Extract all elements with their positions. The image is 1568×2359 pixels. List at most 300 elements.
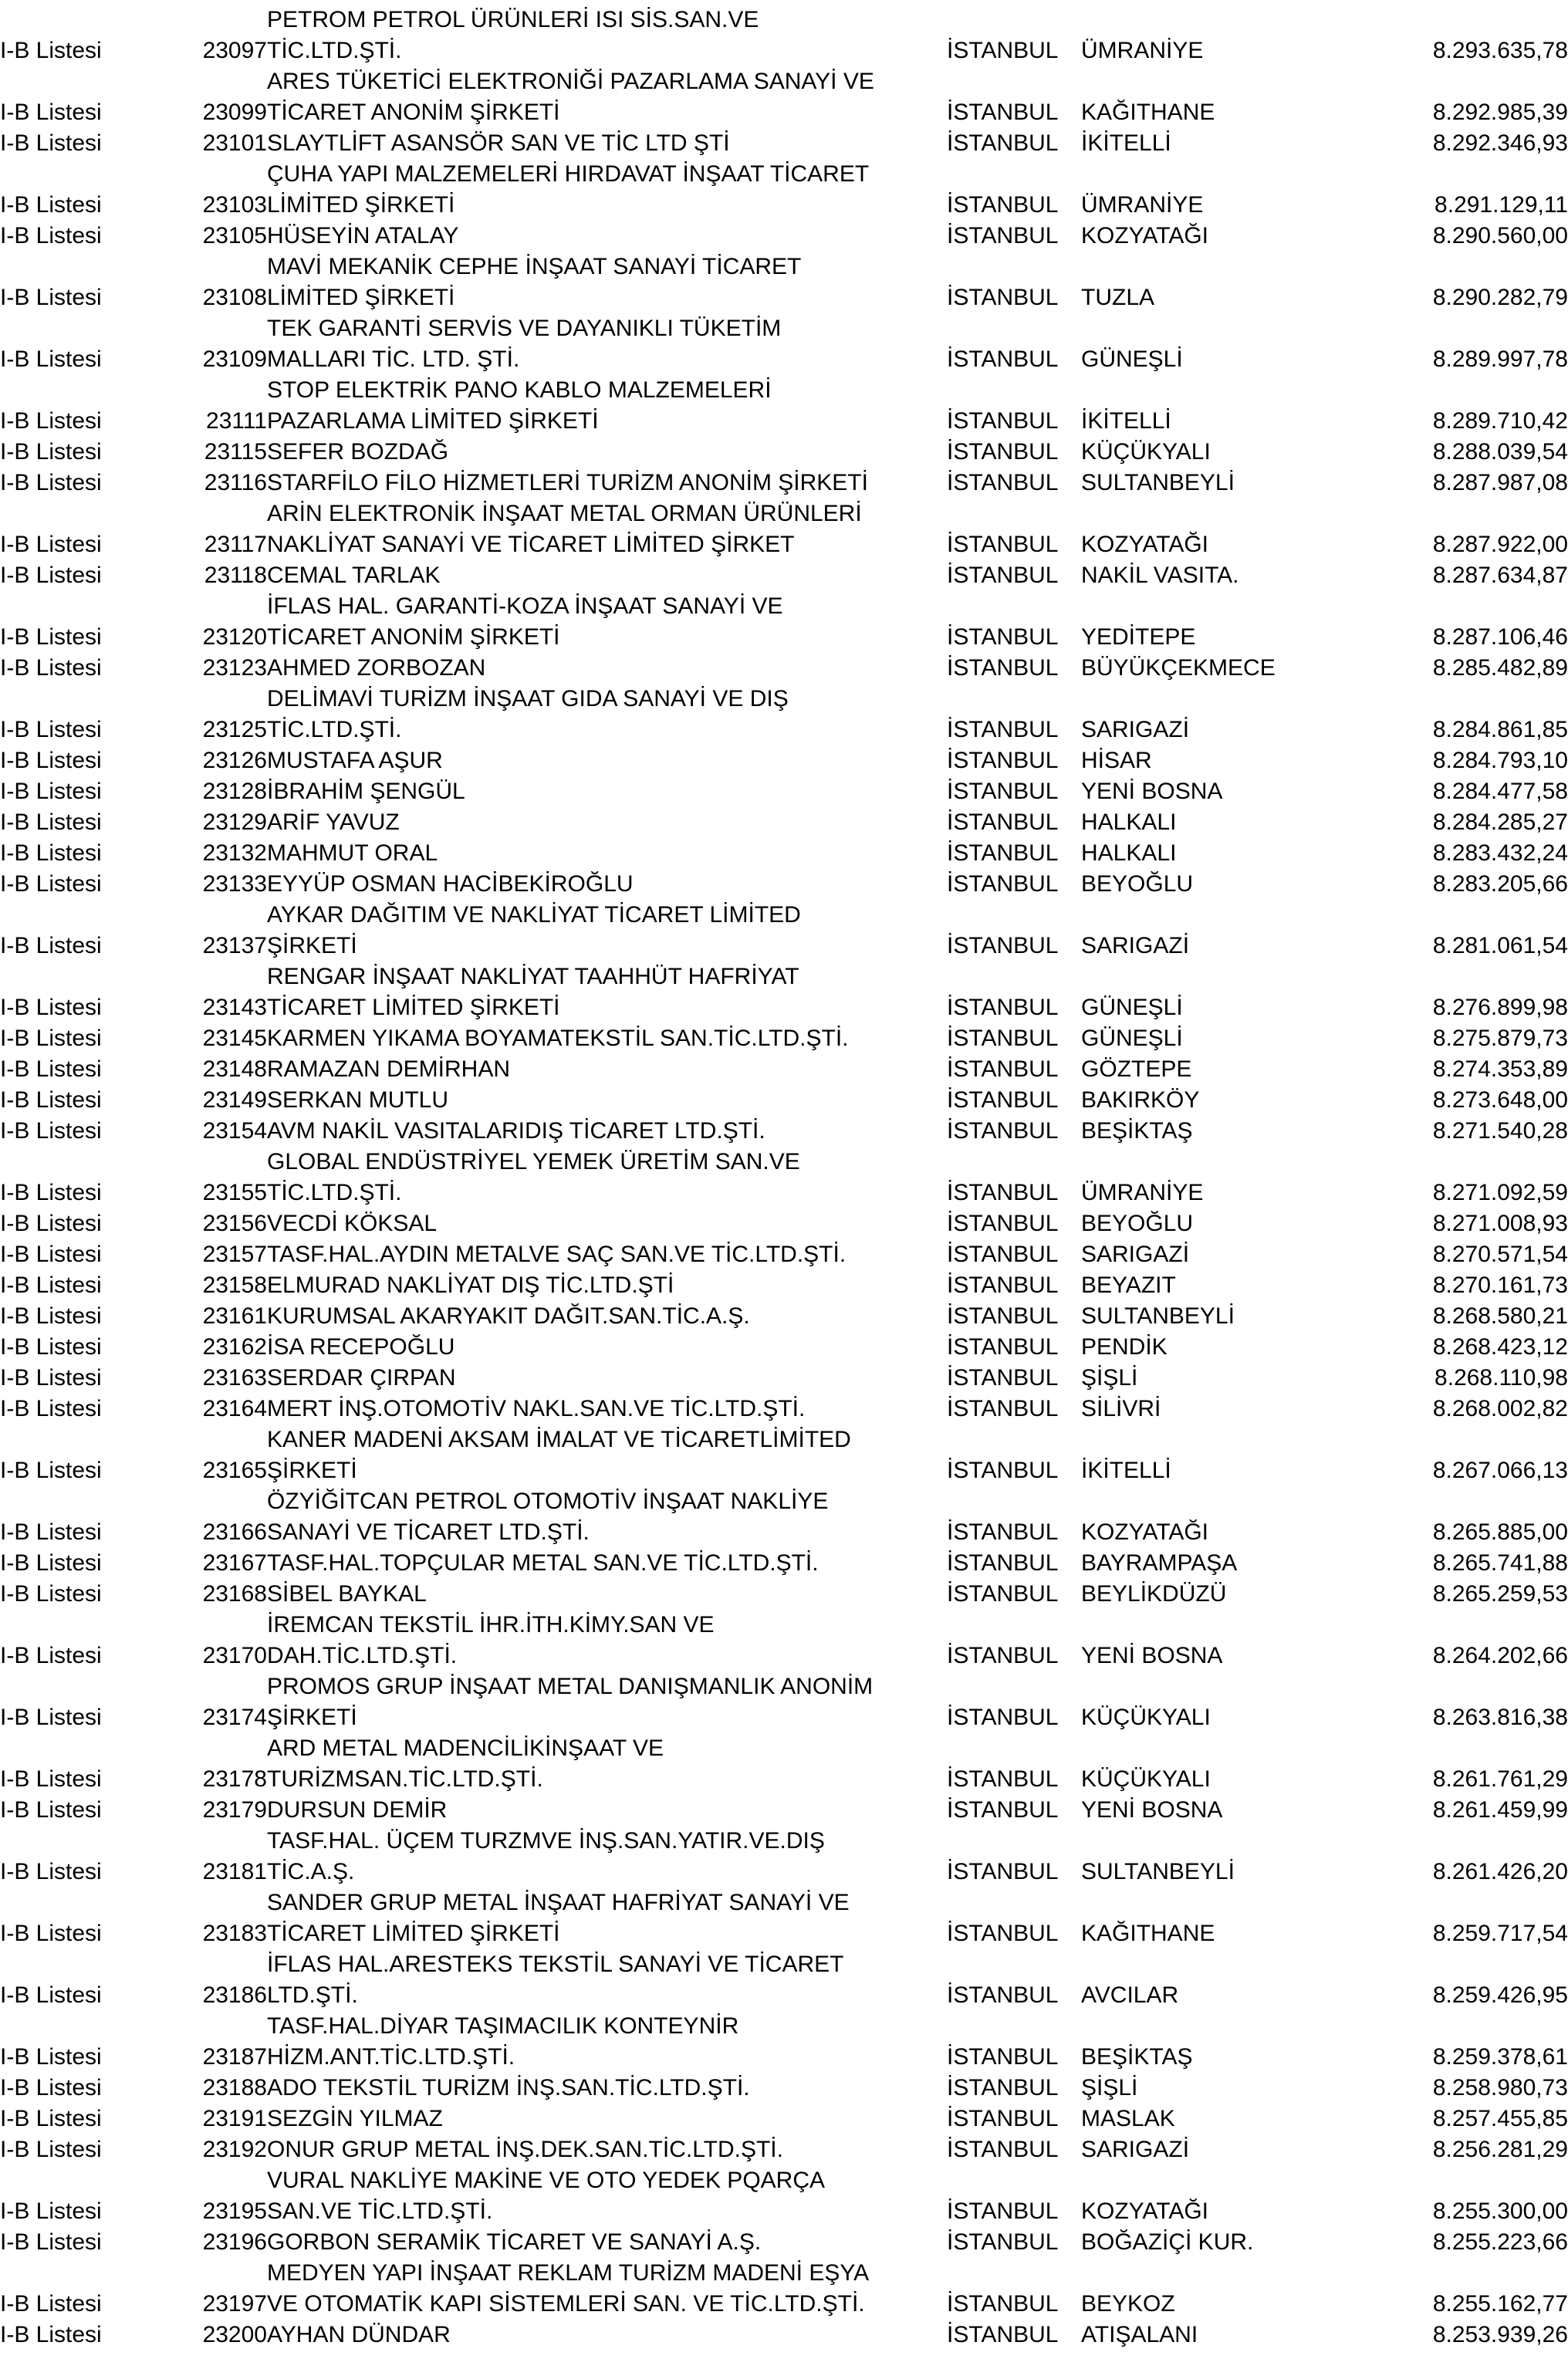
name-line: MUSTAFA AŞUR (267, 748, 443, 773)
city-cell: İSTANBUL (947, 532, 1059, 557)
name-line: MAHMUT ORAL (267, 840, 438, 866)
name-line: ARİN ELEKTRONİK İNŞAAT METAL ORMAN ÜRÜNLERİ (267, 501, 862, 526)
name-cell (267, 1023, 947, 1054)
name-cell (267, 591, 947, 653)
row-number-cell: 23123 (202, 655, 267, 681)
district-cell: BEYOĞLU (1081, 1211, 1194, 1236)
city-cell: İSTANBUL (947, 100, 1059, 125)
name-line: MALLARI TİC. LTD. ŞTİ. (267, 346, 520, 372)
table-row (0, 560, 1568, 591)
name-cell (267, 1579, 947, 1610)
row-number-cell: 23111 (206, 408, 267, 434)
list-type-cell: I-B Listesi (0, 1303, 102, 1329)
table-row (0, 1486, 1568, 1548)
name-line: İFLAS HAL.ARESTEKS TEKSTİL SANAYİ VE TİCARET (267, 1952, 844, 1977)
name-line: TİCARET ANONİM ŞİRKETİ (267, 624, 560, 650)
name-line: CEMAL TARLAK (267, 563, 441, 588)
city-cell: İSTANBUL (947, 1211, 1059, 1236)
amount-cell: 8.255.162,77 (1432, 2291, 1568, 2317)
amount-cell: 8.292.985,39 (1432, 100, 1568, 125)
table-row (0, 1208, 1568, 1239)
list-type-cell: I-B Listesi (0, 100, 102, 125)
amount-cell: 8.268.580,21 (1432, 1303, 1568, 1329)
name-cell (267, 1270, 947, 1301)
city-cell: İSTANBUL (947, 192, 1059, 218)
city-cell: İSTANBUL (947, 871, 1059, 897)
city-cell: İSTANBUL (947, 223, 1059, 248)
city-cell: İSTANBUL (947, 2044, 1059, 2070)
amount-cell: 8.259.378,61 (1432, 2044, 1568, 2070)
city-cell: İSTANBUL (947, 1396, 1059, 1421)
table-row (0, 437, 1568, 468)
name-cell (267, 1301, 947, 1332)
name-line: EYYÜP OSMAN HACİBEKİROĞLU (267, 871, 634, 897)
table-row (0, 221, 1568, 252)
name-cell (267, 1239, 947, 1270)
row-number-cell: 23132 (202, 840, 267, 866)
district-cell: GÜNEŞLİ (1081, 346, 1183, 372)
name-line: ŞİRKETİ (267, 1705, 357, 1730)
city-cell: İSTANBUL (947, 2322, 1059, 2347)
table-row (0, 776, 1568, 807)
row-number-cell: 23158 (202, 1272, 267, 1298)
city-cell: İSTANBUL (947, 1180, 1059, 1205)
name-line: LİMİTED ŞİRKETİ (267, 192, 455, 218)
list-type-cell: I-B Listesi (0, 38, 102, 63)
list-type-cell: I-B Listesi (0, 1334, 102, 1360)
city-cell: İSTANBUL (947, 2106, 1059, 2131)
name-line: SEZGİN YILMAZ (267, 2106, 443, 2131)
name-cell (267, 221, 947, 252)
table-row (0, 1301, 1568, 1332)
row-number-cell: 23181 (202, 1859, 267, 1884)
row-number-cell: 23103 (202, 192, 267, 218)
list-type-cell: I-B Listesi (0, 2075, 102, 2100)
table-row (0, 1548, 1568, 1579)
table-row (0, 653, 1568, 684)
name-cell (267, 1147, 947, 1208)
name-line: KANER MADENİ AKSAM İMALAT VE TİCARETLİMİTED (267, 1427, 851, 1452)
name-line: DURSUN DEMİR (267, 1797, 448, 1823)
amount-cell: 8.273.648,00 (1432, 1087, 1568, 1113)
name-cell (267, 2258, 947, 2320)
name-cell (267, 900, 947, 962)
row-number-cell: 23162 (202, 1334, 267, 1360)
name-line: SAN.VE TİC.LTD.ŞTİ. (267, 2198, 493, 2224)
amount-cell: 8.271.540,28 (1432, 1118, 1568, 1144)
row-number-cell: 23097 (202, 38, 267, 63)
table-row (0, 1949, 1568, 2011)
district-cell: HİSAR (1081, 748, 1152, 773)
amount-cell: 8.255.300,00 (1432, 2198, 1568, 2224)
list-type-cell: I-B Listesi (0, 130, 102, 156)
name-line: KARMEN YIKAMA BOYAMATEKSTİL SAN.TİC.LTD.ŞTİ. (267, 1026, 849, 1051)
city-cell: İSTANBUL (947, 2137, 1059, 2162)
name-line: TASF.HAL.AYDIN METALVE SAÇ SAN.VE TİC.LTD.ŞTİ. (267, 1242, 847, 1267)
name-cell (267, 560, 947, 591)
list-type-cell: I-B Listesi (0, 1581, 102, 1607)
row-number-cell: 23120 (202, 624, 267, 650)
row-number-cell: 23143 (202, 995, 267, 1020)
table-row (0, 2227, 1568, 2258)
table-row (0, 1425, 1568, 1486)
name-line: ELMURAD NAKLİYAT DIŞ TİC.LTD.ŞTİ (267, 1272, 674, 1298)
table-row (0, 1579, 1568, 1610)
name-line: SLAYTLİFT ASANSÖR SAN VE TİC LTD ŞTİ (267, 130, 730, 156)
name-cell (267, 1425, 947, 1486)
table-row (0, 1733, 1568, 1795)
district-cell: BEŞİKTAŞ (1081, 2044, 1193, 2070)
name-line: KURUMSAL AKARYAKIT DAĞIT.SAN.TİC.A.Ş. (267, 1303, 750, 1329)
amount-cell: 8.274.353,89 (1432, 1056, 1568, 1082)
name-cell (267, 468, 947, 498)
list-type-cell: I-B Listesi (0, 840, 102, 866)
district-cell: SULTANBEYLİ (1081, 1859, 1235, 1884)
amount-cell: 8.257.455,85 (1432, 2106, 1568, 2131)
row-number-cell: 23161 (202, 1303, 267, 1329)
city-cell: İSTANBUL (947, 1242, 1059, 1267)
list-type-cell: I-B Listesi (0, 2137, 102, 2162)
name-line: TİCARET ANONİM ŞİRKETİ (267, 100, 560, 125)
table-row (0, 1116, 1568, 1147)
list-type-cell: I-B Listesi (0, 624, 102, 650)
city-cell: İSTANBUL (947, 1921, 1059, 1946)
row-number-cell: 23200 (202, 2322, 267, 2347)
table-row (0, 1394, 1568, 1425)
table-row (0, 468, 1568, 498)
row-number-cell: 23156 (202, 1211, 267, 1236)
name-line: VURAL NAKLİYE MAKİNE VE OTO YEDEK PQARÇA (267, 2168, 826, 2193)
table-row (0, 1270, 1568, 1301)
name-cell (267, 437, 947, 468)
list-type-cell: I-B Listesi (0, 1242, 102, 1267)
name-line: ARİF YAVUZ (267, 809, 400, 835)
row-number-cell: 23191 (202, 2106, 267, 2131)
row-number-cell: 23148 (202, 1056, 267, 1082)
city-cell: İSTANBUL (947, 809, 1059, 835)
name-line: PETROM PETROL ÜRÜNLERİ ISI SİS.SAN.VE (267, 7, 759, 32)
table-body (0, 5, 1568, 2351)
list-type-cell: I-B Listesi (0, 192, 102, 218)
list-type-cell: I-B Listesi (0, 2198, 102, 2224)
amount-cell: 8.265.885,00 (1432, 1519, 1568, 1545)
name-line: TURİZMSAN.TİC.LTD.ŞTİ. (267, 1766, 543, 1792)
table-row (0, 5, 1568, 66)
name-line: AHMED ZORBOZAN (267, 655, 486, 681)
city-cell: İSTANBUL (947, 1272, 1059, 1298)
amount-cell: 8.268.423,12 (1432, 1334, 1568, 1360)
district-cell: KÜÇÜKYALI (1081, 1705, 1211, 1730)
amount-cell: 8.268.002,82 (1432, 1396, 1568, 1421)
name-cell (267, 1610, 947, 1671)
district-cell: YEDİTEPE (1081, 624, 1196, 650)
list-type-cell: I-B Listesi (0, 1211, 102, 1236)
list-type-cell: I-B Listesi (0, 563, 102, 588)
name-line: HİZM.ANT.TİC.LTD.ŞTİ. (267, 2044, 515, 2070)
name-cell (267, 1826, 947, 1888)
name-cell (267, 745, 947, 776)
name-line: VECDİ KÖKSAL (267, 1211, 438, 1236)
district-cell: ÜMRANİYE (1081, 192, 1204, 218)
list-type-cell: I-B Listesi (0, 871, 102, 897)
name-line: STOP ELEKTRİK PANO KABLO MALZEMELERİ (267, 377, 772, 403)
district-cell: ŞİŞLİ (1081, 1365, 1138, 1391)
name-line: MEDYEN YAPI İNŞAAT REKLAM TURİZM MADENİ EŞYA (267, 2260, 870, 2286)
list-type-cell: I-B Listesi (0, 2044, 102, 2070)
name-line: ADO TEKSTİL TURİZM İNŞ.SAN.TİC.LTD.ŞTİ. (267, 2075, 750, 2100)
name-line: PROMOS GRUP İNŞAAT METAL DANIŞMANLIK ANONİM (267, 1674, 874, 1699)
row-number-cell: 23129 (202, 809, 267, 835)
district-cell: PENDİK (1081, 1334, 1168, 1360)
city-cell: İSTANBUL (947, 1519, 1059, 1545)
table-row (0, 1239, 1568, 1270)
city-cell: İSTANBUL (947, 840, 1059, 866)
list-type-cell: I-B Listesi (0, 408, 102, 434)
name-cell (267, 1332, 947, 1363)
row-number-cell: 23109 (202, 346, 267, 372)
table-row (0, 838, 1568, 869)
table-row (0, 2258, 1568, 2320)
name-line: TİCARET LİMİTED ŞİRKETİ (267, 995, 560, 1020)
name-cell (267, 252, 947, 313)
district-cell: SARIGAZİ (1081, 2137, 1190, 2162)
district-cell: BEYLİKDÜZÜ (1081, 1581, 1227, 1607)
city-cell: İSTANBUL (947, 1705, 1059, 1730)
city-cell: İSTANBUL (947, 285, 1059, 310)
district-cell: GÜNEŞLİ (1081, 1026, 1183, 1051)
city-cell: İSTANBUL (947, 2075, 1059, 2100)
district-cell: İKİTELLİ (1081, 1458, 1171, 1483)
row-number-cell: 23149 (202, 1087, 267, 1113)
amount-cell: 8.261.459,99 (1432, 1797, 1568, 1823)
district-cell: GÜNEŞLİ (1081, 995, 1183, 1020)
name-cell (267, 313, 947, 375)
name-line: TİC.LTD.ŞTİ. (267, 717, 402, 742)
table-row (0, 1054, 1568, 1085)
amount-cell: 8.271.008,93 (1432, 1211, 1568, 1236)
name-cell (267, 2134, 947, 2165)
row-number-cell: 23167 (202, 1550, 267, 1576)
city-cell: İSTANBUL (947, 1334, 1059, 1360)
list-type-cell: I-B Listesi (0, 470, 102, 495)
table-row (0, 498, 1568, 560)
city-cell: İSTANBUL (947, 1859, 1059, 1884)
district-cell: ÜMRANİYE (1081, 38, 1204, 63)
district-cell: BOĞAZİÇİ KUR. (1081, 2229, 1254, 2255)
table-row (0, 962, 1568, 1023)
list-type-cell: I-B Listesi (0, 1982, 102, 2008)
amount-cell: 8.267.066,13 (1432, 1458, 1568, 1483)
table-row (0, 252, 1568, 313)
city-cell: İSTANBUL (947, 130, 1059, 156)
name-line: ŞİRKETİ (267, 1458, 357, 1483)
list-type-cell: I-B Listesi (0, 439, 102, 465)
name-cell (267, 684, 947, 745)
city-cell: İSTANBUL (947, 1118, 1059, 1144)
name-cell (267, 776, 947, 807)
name-line: TİC.LTD.ŞTİ. (267, 1180, 402, 1205)
district-cell: İKİTELLİ (1081, 408, 1171, 434)
amount-cell: 8.256.281,29 (1432, 2137, 1568, 2162)
amount-cell: 8.281.061,54 (1432, 933, 1568, 958)
list-type-cell: I-B Listesi (0, 1766, 102, 1792)
list-type-cell: I-B Listesi (0, 809, 102, 835)
name-line: ARES TÜKETİCİ ELEKTRONİĞİ PAZARLAMA SANAYİ VE (267, 69, 874, 94)
table-row (0, 684, 1568, 745)
name-line: TİCARET LİMİTED ŞİRKETİ (267, 1921, 560, 1946)
name-cell (267, 1208, 947, 1239)
district-cell: SULTANBEYLİ (1081, 1303, 1235, 1329)
table-row (0, 2134, 1568, 2165)
district-cell: BAKIRKÖY (1081, 1087, 1200, 1113)
table-row (0, 1023, 1568, 1054)
name-cell (267, 375, 947, 437)
name-line: DAH.TİC.LTD.ŞTİ. (267, 1643, 458, 1668)
district-cell: HALKALI (1081, 809, 1177, 835)
district-cell: GÖZTEPE (1081, 1056, 1192, 1082)
row-number-cell: 23188 (202, 2075, 267, 2100)
amount-cell: 8.276.899,98 (1432, 995, 1568, 1020)
row-number-cell: 23163 (202, 1365, 267, 1391)
district-cell: SULTANBEYLİ (1081, 470, 1235, 495)
city-cell: İSTANBUL (947, 779, 1059, 804)
amount-cell: 8.283.432,24 (1432, 840, 1568, 866)
city-cell: İSTANBUL (947, 655, 1059, 681)
list-type-cell: I-B Listesi (0, 1272, 102, 1298)
district-cell: SARIGAZİ (1081, 717, 1190, 742)
city-cell: İSTANBUL (947, 1303, 1059, 1329)
list-type-cell: I-B Listesi (0, 748, 102, 773)
name-cell (267, 2165, 947, 2227)
row-number-cell: 23145 (202, 1026, 267, 1051)
table-row (0, 591, 1568, 653)
table-row (0, 66, 1568, 128)
row-number-cell: 23128 (202, 779, 267, 804)
city-cell: İSTANBUL (947, 1026, 1059, 1051)
district-cell: KÜÇÜKYALI (1081, 1766, 1211, 1792)
table-row (0, 1363, 1568, 1394)
amount-cell: 8.259.717,54 (1432, 1921, 1568, 1946)
amount-cell: 8.288.039,54 (1432, 439, 1568, 465)
district-cell: KAĞITHANE (1081, 100, 1215, 125)
amount-cell: 8.287.106,46 (1432, 624, 1568, 650)
name-line: DELİMAVİ TURİZM İNŞAAT GIDA SANAYİ VE DIŞ (267, 686, 789, 711)
list-type-cell: I-B Listesi (0, 1026, 102, 1051)
name-line: VE OTOMATİK KAPI SİSTEMLERİ SAN. VE TİC.LTD.ŞTİ. (267, 2291, 865, 2317)
name-cell (267, 1085, 947, 1116)
name-cell (267, 1888, 947, 1949)
city-cell: İSTANBUL (947, 995, 1059, 1020)
district-cell: KÜÇÜKYALI (1081, 439, 1211, 465)
table-row (0, 159, 1568, 221)
row-number-cell: 23179 (202, 1797, 267, 1823)
name-line: GLOBAL ENDÜSTRİYEL YEMEK ÜRETİM SAN.VE (267, 1149, 800, 1174)
name-cell (267, 1394, 947, 1425)
district-cell: NAKİL VASITA. (1081, 563, 1239, 588)
name-cell (267, 1116, 947, 1147)
amount-cell: 8.287.987,08 (1432, 470, 1568, 495)
amount-cell: 8.291.129,11 (1435, 192, 1568, 218)
row-number-cell: 23192 (202, 2137, 267, 2162)
row-number-cell: 23108 (202, 285, 267, 310)
table-row (0, 2073, 1568, 2104)
name-cell (267, 2320, 947, 2351)
district-cell: ATIŞALANI (1081, 2322, 1198, 2347)
row-number-cell: 23196 (202, 2229, 267, 2255)
name-line: SİBEL BAYKAL (267, 1581, 427, 1607)
list-type-cell: I-B Listesi (0, 1118, 102, 1144)
row-number-cell: 23178 (202, 1766, 267, 1792)
name-cell (267, 1486, 947, 1548)
amount-cell: 8.265.741,88 (1432, 1550, 1568, 1576)
name-line: AVM NAKİL VASITALARIDIŞ TİCARET LTD.ŞTİ. (267, 1118, 765, 1144)
list-type-cell: I-B Listesi (0, 1458, 102, 1483)
table-row (0, 1147, 1568, 1208)
name-line: GORBON SERAMİK TİCARET VE SANAYİ A.Ş. (267, 2229, 762, 2255)
name-line: LTD.ŞTİ. (267, 1982, 358, 2008)
name-line: TEK GARANTİ SERVİS VE DAYANIKLI TÜKETİM (267, 316, 782, 341)
amount-cell: 8.283.205,66 (1432, 871, 1568, 897)
amount-cell: 8.287.634,87 (1432, 563, 1568, 588)
row-number-cell: 23155 (202, 1180, 267, 1205)
row-number-cell: 23186 (202, 1982, 267, 2008)
row-number-cell: 23116 (204, 470, 267, 495)
amount-cell: 8.275.879,73 (1432, 1026, 1568, 1051)
list-type-cell: I-B Listesi (0, 933, 102, 958)
city-cell: İSTANBUL (947, 933, 1059, 958)
table-row (0, 900, 1568, 962)
city-cell: İSTANBUL (947, 1365, 1059, 1391)
city-cell: İSTANBUL (947, 38, 1059, 63)
name-line: MAVİ MEKANİK CEPHE İNŞAAT SANAYİ TİCARET (267, 254, 802, 279)
name-cell (267, 2104, 947, 2134)
row-number-cell: 23157 (202, 1242, 267, 1267)
city-cell: İSTANBUL (947, 1458, 1059, 1483)
district-cell: BAYRAMPAŞA (1081, 1550, 1238, 1576)
row-number-cell: 23187 (202, 2044, 267, 2070)
city-cell: İSTANBUL (947, 1087, 1059, 1113)
list-type-cell: I-B Listesi (0, 717, 102, 742)
name-line: TİC.A.Ş. (267, 1859, 355, 1884)
row-number-cell: 23099 (202, 100, 267, 125)
name-line: ONUR GRUP METAL İNŞ.DEK.SAN.TİC.LTD.ŞTİ. (267, 2137, 783, 2162)
list-type-cell: I-B Listesi (0, 1705, 102, 1730)
row-number-cell: 23164 (202, 1396, 267, 1421)
row-number-cell: 23154 (202, 1118, 267, 1144)
name-line: RENGAR İNŞAAT NAKLİYAT TAAHHÜT HAFRİYAT (267, 964, 799, 989)
list-type-cell: I-B Listesi (0, 1180, 102, 1205)
name-line: TASF.HAL.TOPÇULAR METAL SAN.VE TİC.LTD.ŞTİ. (267, 1550, 819, 1576)
list-type-cell: I-B Listesi (0, 1550, 102, 1576)
name-cell (267, 1671, 947, 1733)
district-cell: ÜMRANİYE (1081, 1180, 1204, 1205)
row-number-cell: 23168 (202, 1581, 267, 1607)
amount-cell: 8.290.282,79 (1432, 285, 1568, 310)
city-cell: İSTANBUL (947, 1982, 1059, 2008)
city-cell: İSTANBUL (947, 1766, 1059, 1792)
district-cell: KOZYATAĞI (1081, 223, 1209, 248)
amount-cell: 8.289.997,78 (1432, 346, 1568, 372)
district-cell: MASLAK (1081, 2106, 1175, 2131)
name-cell (267, 2073, 947, 2104)
name-line: ÇUHA YAPI MALZEMELERİ HIRDAVAT İNŞAAT TİCARET (267, 161, 870, 187)
name-cell (267, 1548, 947, 1579)
row-number-cell: 23105 (202, 223, 267, 248)
name-line: SEFER BOZDAĞ (267, 439, 449, 465)
name-cell (267, 5, 947, 66)
table-row (0, 2320, 1568, 2351)
row-number-cell: 23170 (202, 1643, 267, 1668)
